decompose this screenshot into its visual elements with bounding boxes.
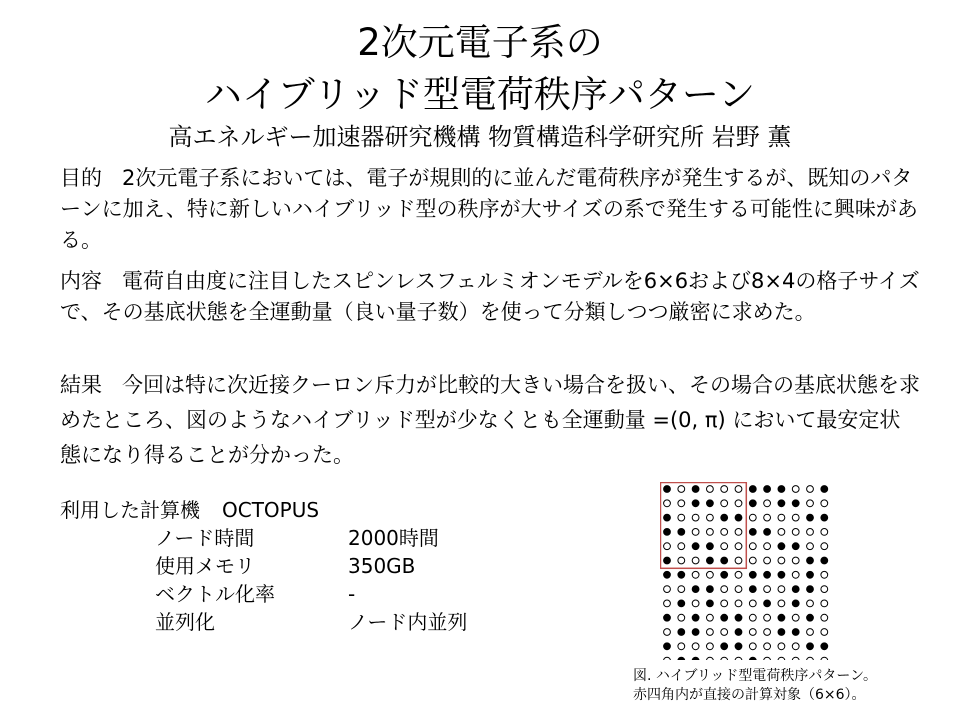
figure-caption [633,667,877,705]
empty-site [735,529,742,536]
content-label: 内容 [60,269,102,293]
empty-site [821,586,828,593]
empty-site [692,643,699,650]
empty-site [735,557,742,564]
computer-name: OCTOPUS [222,498,320,522]
caption-line-2: 赤四角内が直接の計算対象（6×6）。 [633,687,866,703]
purpose-paragraph [60,163,920,256]
empty-site [764,500,771,507]
occupied-site [707,600,714,607]
empty-site [749,600,756,607]
computer-info [60,496,468,636]
empty-site [721,586,728,593]
occupied-site [664,514,671,521]
empty-site [821,571,828,578]
title-line-2: ハイブリッド型電荷秩序パターン [204,73,756,116]
empty-site [664,543,671,550]
occupied-site [721,514,728,521]
empty-site [764,543,771,550]
occupied-site [707,500,714,507]
empty-site [807,486,814,493]
occupied-site [764,486,771,493]
occupied-site [821,557,828,564]
occupied-site [778,500,785,507]
empty-site [707,529,714,536]
occupied-site [821,514,828,521]
occupied-site [664,486,671,493]
empty-site [749,557,756,564]
empty-site [678,614,685,621]
empty-site [778,586,785,593]
empty-site [721,500,728,507]
charge-order-lattice-figure [660,482,845,660]
spec-key: ノード時間 [155,526,255,550]
purpose-label: 目的 [60,166,102,190]
empty-site [749,543,756,550]
empty-site [678,514,685,521]
occupied-site [707,557,714,564]
occupied-site [821,643,828,650]
purpose-text: 2次元電子系においては、電子が規則的に並んだ電荷秩序が発生するが、既知のパターンに加え、特に新しいハイブリッド型の秩序が大サイズの系で発生する可能性に興味がある。 [60,166,918,252]
empty-site [707,629,714,636]
empty-site [821,614,828,621]
empty-site [678,643,685,650]
empty-site [792,571,799,578]
empty-site [707,643,714,650]
occupied-site [807,586,814,593]
empty-site [778,600,785,607]
calculation-region-box [661,483,747,569]
content-text: 電荷自由度に注目したスピンレスフェルミオンモデルを6×6および8×4の格子サイズで、その基底状態を全運動量（良い量子数）を使って分類しつつ厳密に求めた。 [60,269,920,324]
empty-site [821,543,828,550]
empty-site [735,657,742,660]
occupied-site [764,529,771,536]
occupied-site [778,571,785,578]
result-paragraph [60,368,920,473]
empty-site [821,629,828,636]
empty-site [792,557,799,564]
empty-site [678,586,685,593]
occupied-site [749,657,756,660]
empty-site [764,614,771,621]
empty-site [664,657,671,660]
empty-site [664,600,671,607]
empty-site [707,657,714,660]
empty-site [807,543,814,550]
empty-site [807,500,814,507]
empty-site [807,657,814,660]
empty-site [707,486,714,493]
empty-site [707,614,714,621]
occupied-site [678,529,685,536]
spec-key: 並列化 [155,610,215,634]
empty-site [821,657,828,660]
empty-site [792,614,799,621]
empty-site [707,571,714,578]
spec-row-node-hours [60,524,439,552]
author-affiliation: 高エネルギー加速器研究機構 物質構造科学研究所 岩野 薫 [168,123,792,151]
occupied-site [692,486,699,493]
occupied-site [735,629,742,636]
empty-site [749,614,756,621]
occupied-site [664,571,671,578]
occupied-site [721,557,728,564]
occupied-site [749,586,756,593]
empty-site [764,629,771,636]
empty-site [792,529,799,536]
occupied-site [749,500,756,507]
occupied-site [807,614,814,621]
empty-site [721,629,728,636]
spec-value: 2000時間 [348,526,439,550]
empty-site [792,643,799,650]
empty-site [735,586,742,593]
empty-site [792,514,799,521]
empty-site [778,657,785,660]
empty-site [721,529,728,536]
empty-site [749,629,756,636]
caption-line-1: 図. ハイブリッド型電荷秩序パターン。 [633,668,877,684]
empty-site [821,600,828,607]
empty-site [807,600,814,607]
content-paragraph [60,266,920,328]
result-label: 結果 [60,373,102,397]
empty-site [678,543,685,550]
occupied-site [778,629,785,636]
empty-site [721,543,728,550]
spec-key: 使用メモリ [155,554,255,578]
empty-site [721,657,728,660]
occupied-site [664,614,671,621]
empty-site [692,514,699,521]
occupied-site [707,543,714,550]
empty-site [692,557,699,564]
empty-site [792,486,799,493]
occupied-site [792,586,799,593]
result-text: 今回は特に次近接クーロン斥力が比較的大きい場合を扱い、その場合の基底状態を求めたところ、図のようなハイブリッド型が少なくとも全運動量 =(0, π) において最安定状態になり得ることが分かった。 [60,373,920,467]
empty-site [735,600,742,607]
spec-value: - [348,582,356,606]
occupied-site [749,571,756,578]
spec-row-parallelization [60,608,468,636]
occupied-site [778,614,785,621]
empty-site [664,629,671,636]
occupied-site [692,500,699,507]
empty-site [664,586,671,593]
occupied-site [692,614,699,621]
title-line-1: 2次元電子系の [357,21,603,64]
empty-site [735,571,742,578]
occupied-site [664,557,671,564]
occupied-site [764,600,771,607]
occupied-site [721,614,728,621]
spec-row-memory [60,552,416,580]
computer-label: 利用した計算機 [60,498,200,522]
empty-site [764,643,771,650]
occupied-site [721,643,728,650]
empty-site [778,514,785,521]
empty-site [749,643,756,650]
occupied-site [692,543,699,550]
empty-site [778,529,785,536]
empty-site [764,657,771,660]
empty-site [764,586,771,593]
occupied-site [692,629,699,636]
occupied-site [749,486,756,493]
computer-title [60,496,319,524]
empty-site [764,557,771,564]
empty-site [735,486,742,493]
empty-site [678,486,685,493]
empty-site [678,557,685,564]
occupied-site [749,529,756,536]
occupied-site [792,543,799,550]
spec-value: 350GB [348,554,416,578]
empty-site [807,629,814,636]
occupied-site [678,571,685,578]
empty-site [764,514,771,521]
empty-site [678,500,685,507]
occupied-site [807,643,814,650]
occupied-site [735,643,742,650]
occupied-site [678,629,685,636]
empty-site [692,571,699,578]
occupied-site [692,586,699,593]
spec-key: ベクトル化率 [155,582,275,606]
occupied-site [807,557,814,564]
empty-site [721,600,728,607]
empty-site [735,543,742,550]
empty-site [721,486,728,493]
empty-site [692,529,699,536]
spec-row-vectorization [60,580,356,608]
occupied-site [807,514,814,521]
empty-site [792,657,799,660]
empty-site [749,514,756,521]
occupied-site [821,486,828,493]
occupied-site [764,571,771,578]
occupied-site [792,600,799,607]
empty-site [778,643,785,650]
occupied-site [735,614,742,621]
empty-site [735,500,742,507]
occupied-site [678,657,685,660]
empty-site [692,600,699,607]
occupied-site [664,529,671,536]
occupied-site [778,486,785,493]
empty-site [707,514,714,521]
empty-site [664,500,671,507]
empty-site [821,500,828,507]
occupied-site [778,543,785,550]
spec-value: ノード内並列 [348,610,468,634]
occupied-site [692,657,699,660]
occupied-site [721,571,728,578]
occupied-site [707,586,714,593]
empty-site [807,529,814,536]
occupied-site [807,571,814,578]
occupied-site [678,600,685,607]
empty-site [778,557,785,564]
empty-site [821,529,828,536]
occupied-site [735,514,742,521]
occupied-site [792,629,799,636]
occupied-site [664,643,671,650]
occupied-site [792,500,799,507]
